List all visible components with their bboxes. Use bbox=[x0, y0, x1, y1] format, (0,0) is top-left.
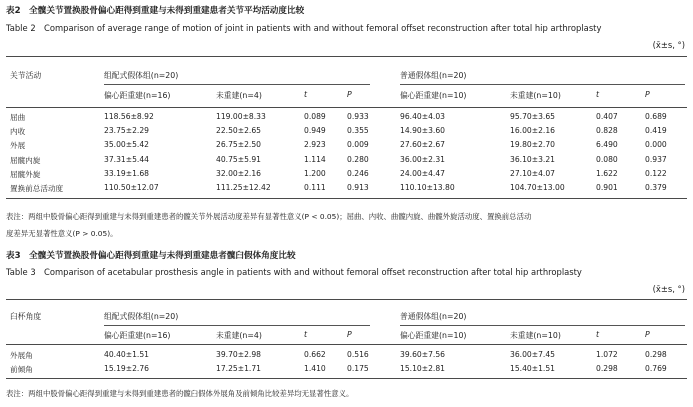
table2-cell-group1-p: 0.355 bbox=[347, 126, 369, 136]
table2-cell-group1-without: 40.75±5.91 bbox=[216, 154, 262, 164]
table3-subheader-group2-p: P bbox=[645, 330, 650, 339]
table2-cell-group1-t: 1.200 bbox=[304, 168, 326, 178]
table3-cell-group1-t: 1.410 bbox=[304, 364, 326, 374]
table2-cell-group2-with: 110.10±13.80 bbox=[400, 183, 455, 192]
table3-group2-subrule bbox=[400, 325, 685, 326]
table3-subheader-group2-t: t bbox=[596, 330, 600, 339]
table2-cell-group2-t: 1.622 bbox=[596, 168, 618, 178]
table2-cell-group2-p: 0.937 bbox=[645, 154, 667, 164]
table3-title-en: Table 3 Comparison of acetabular prosthesis angle in patients with and without femoral offset reconstruction after total hip arthroplasty bbox=[6, 267, 582, 277]
table3-cell-group2-p: 0.298 bbox=[645, 350, 667, 359]
table2-cell-row-label: 内收 bbox=[10, 127, 26, 137]
table2-cell-group2-without: 36.10±3.21 bbox=[510, 154, 556, 164]
table3-group1-subrule bbox=[104, 325, 370, 326]
table2-cell-group2-t: 0.828 bbox=[596, 126, 618, 136]
table2-cell-group2-t: 0.407 bbox=[596, 112, 618, 121]
table3-subheader-group1-with: 偏心距重建(n=16) bbox=[104, 331, 171, 340]
table3-header-rule bbox=[6, 344, 687, 345]
table2-note-line1: 表注：两组中股骨偏心距得到重建与未得到重建患者的髋关节外展活动度差异有显著性意义(P < 0.05)；屈曲、内收、曲髋内旋、曲髋外旋活动度、置换前总活动 bbox=[6, 212, 532, 221]
table3-subheader-group2-without: 未重建(n=10) bbox=[510, 331, 561, 340]
table2-cell-group2-with: 27.60±2.67 bbox=[400, 140, 446, 150]
table3-cell-group1-without: 39.70±2.98 bbox=[216, 350, 262, 359]
table3-cell-group1-p: 0.516 bbox=[347, 350, 369, 359]
table2-cell-group2-with: 24.00±4.47 bbox=[400, 168, 446, 178]
table2-cell-group2-t: 0.080 bbox=[596, 154, 618, 164]
table2-cell-group2-p: 0.000 bbox=[645, 140, 667, 150]
table2-cell-group2-without: 104.70±13.00 bbox=[510, 183, 565, 192]
table2-cell-row-label: 屈曲 bbox=[10, 113, 26, 122]
table2-cell-group2-without: 16.00±2.16 bbox=[510, 126, 556, 136]
table3-group2-header: 普通假体组(n=20) bbox=[400, 312, 467, 321]
table2-subheader-group1-without: 未重建(n=4) bbox=[216, 91, 262, 100]
table2-top-rule bbox=[6, 56, 687, 57]
table3-cell-row-label: 前倾角 bbox=[10, 365, 33, 375]
table2-cell-row-label: 屈髋外旋 bbox=[10, 169, 41, 179]
table2-cell-row-label: 置换前总活动度 bbox=[10, 184, 64, 193]
table3-cell-group2-t: 1.072 bbox=[596, 350, 618, 359]
table2-cell-group2-without: 19.80±2.70 bbox=[510, 140, 556, 150]
table2-cell-row-label: 外展 bbox=[10, 141, 26, 151]
table2-cell-group1-with: 35.00±5.42 bbox=[104, 140, 150, 150]
table2-cell-group2-with: 14.90±3.60 bbox=[400, 126, 446, 136]
table2-cell-group1-without: 111.25±12.42 bbox=[216, 183, 271, 192]
table2-row-header: 关节活动 bbox=[10, 71, 42, 80]
table3-note: 表注：两组中股骨偏心距得到重建与未得到重建患者的髋臼假体外展角及前倾角比较差异均无显著性意义。 bbox=[6, 389, 354, 398]
table3-cell-group1-with: 40.40±1.51 bbox=[104, 350, 150, 359]
table2-group2-header: 普通假体组(n=20) bbox=[400, 71, 467, 80]
table2-cell-group1-t: 2.923 bbox=[304, 140, 326, 150]
table2-cell-group1-t: 0.089 bbox=[304, 112, 326, 121]
table3-cell-group2-without: 36.00±7.45 bbox=[510, 350, 556, 359]
table3-subheader-group1-p: P bbox=[347, 330, 352, 339]
table2-cell-group1-p: 0.913 bbox=[347, 183, 369, 192]
table3-cell-group2-with: 15.10±2.81 bbox=[400, 364, 446, 374]
table2-cell-group2-p: 0.419 bbox=[645, 126, 667, 136]
table3-cell-group2-p: 0.769 bbox=[645, 364, 667, 374]
table3-cell-group1-with: 15.19±2.76 bbox=[104, 364, 150, 374]
table3-cell-group2-without: 15.40±1.51 bbox=[510, 364, 556, 374]
table2-cell-group2-with: 96.40±4.03 bbox=[400, 112, 446, 121]
table2-cell-group1-p: 0.009 bbox=[347, 140, 369, 150]
table2-cell-group2-t: 6.490 bbox=[596, 140, 618, 150]
table2-cell-group1-without: 26.75±2.50 bbox=[216, 140, 262, 150]
table2-cell-group1-without: 32.00±2.16 bbox=[216, 168, 262, 178]
table3-cell-group1-p: 0.175 bbox=[347, 364, 369, 374]
table2-cell-group1-with: 37.31±5.44 bbox=[104, 154, 150, 164]
table2-cell-group1-with: 33.19±1.68 bbox=[104, 168, 150, 178]
table2-cell-group2-with: 36.00±2.31 bbox=[400, 154, 446, 164]
table2-unit: (x̄±s, °) bbox=[652, 40, 685, 50]
table2-bottom-rule bbox=[6, 198, 687, 199]
table2-cell-group2-p: 0.122 bbox=[645, 168, 667, 178]
table2-cell-group2-p: 0.379 bbox=[645, 183, 667, 192]
table2-group1-header: 组配式假体组(n=20) bbox=[104, 71, 179, 80]
table2-group2-subrule bbox=[400, 84, 685, 85]
table2-subheader-group1-with: 偏心距重建(n=16) bbox=[104, 91, 171, 100]
table3-cell-group1-without: 17.25±1.71 bbox=[216, 364, 262, 374]
table2-cell-group1-with: 110.50±12.07 bbox=[104, 183, 159, 192]
table2-cell-group1-without: 119.00±8.33 bbox=[216, 112, 266, 121]
table2-title-en: Table 2 Comparison of average range of motion of joint in patients with and without femoral offset reconstruction after total hip arthroplasty bbox=[6, 23, 602, 33]
table3-cell-row-label: 外展角 bbox=[10, 351, 33, 360]
table2-title-cn: 表2 全髋关节置换股骨偏心距得到重建与未得到重建患者关节平均活动度比较 bbox=[6, 6, 305, 16]
table2-subheader-group2-with: 偏心距重建(n=10) bbox=[400, 91, 467, 100]
table2-cell-group1-t: 1.114 bbox=[304, 154, 326, 164]
table3-subheader-group1-without: 未重建(n=4) bbox=[216, 331, 262, 340]
table2-cell-row-label: 屈髋内旋 bbox=[10, 155, 41, 165]
table3-cell-group2-with: 39.60±7.56 bbox=[400, 350, 446, 359]
table3-bottom-rule bbox=[6, 378, 687, 379]
table2-cell-group1-p: 0.933 bbox=[347, 112, 369, 121]
table2-note-line2: 度差异无显著性意义(P > 0.05)。 bbox=[6, 229, 118, 238]
table2-subheader-group1-t: t bbox=[304, 90, 308, 99]
table3-cell-group1-t: 0.662 bbox=[304, 350, 326, 359]
table3-row-header: 臼杯角度 bbox=[10, 312, 42, 321]
table3-subheader-group2-with: 偏心距重建(n=10) bbox=[400, 331, 467, 340]
table2-cell-group2-without: 95.70±3.65 bbox=[510, 112, 556, 121]
table3-unit: (x̄±s, °) bbox=[652, 284, 685, 294]
table3-group1-header: 组配式假体组(n=20) bbox=[104, 312, 179, 321]
table2-cell-group2-without: 27.10±4.07 bbox=[510, 168, 556, 178]
table2-cell-group1-t: 0.949 bbox=[304, 126, 326, 136]
table3-title-cn: 表3 全髋关节置换股骨偏心距得到重建与未得到重建患者髋臼假体角度比较 bbox=[6, 251, 296, 261]
table2-cell-group1-p: 0.246 bbox=[347, 168, 369, 178]
table2-header-rule bbox=[6, 107, 687, 108]
table2-subheader-group2-p: P bbox=[645, 90, 650, 99]
table2-group1-subrule bbox=[104, 84, 370, 85]
table2-cell-group1-t: 0.111 bbox=[304, 183, 326, 192]
table2-subheader-group1-p: P bbox=[347, 90, 352, 99]
table2-subheader-group2-without: 未重建(n=10) bbox=[510, 91, 561, 100]
table2-cell-group1-p: 0.280 bbox=[347, 154, 369, 164]
table3-top-rule bbox=[6, 299, 687, 300]
table3-cell-group2-t: 0.298 bbox=[596, 364, 618, 374]
table2-cell-group2-p: 0.689 bbox=[645, 112, 667, 121]
table2-cell-group1-with: 23.75±2.29 bbox=[104, 126, 150, 136]
table2-cell-group1-with: 118.56±8.92 bbox=[104, 112, 154, 121]
table2-cell-group1-without: 22.50±2.65 bbox=[216, 126, 262, 136]
table3-subheader-group1-t: t bbox=[304, 330, 308, 339]
table2-cell-group2-t: 0.901 bbox=[596, 183, 618, 192]
table2-subheader-group2-t: t bbox=[596, 90, 600, 99]
